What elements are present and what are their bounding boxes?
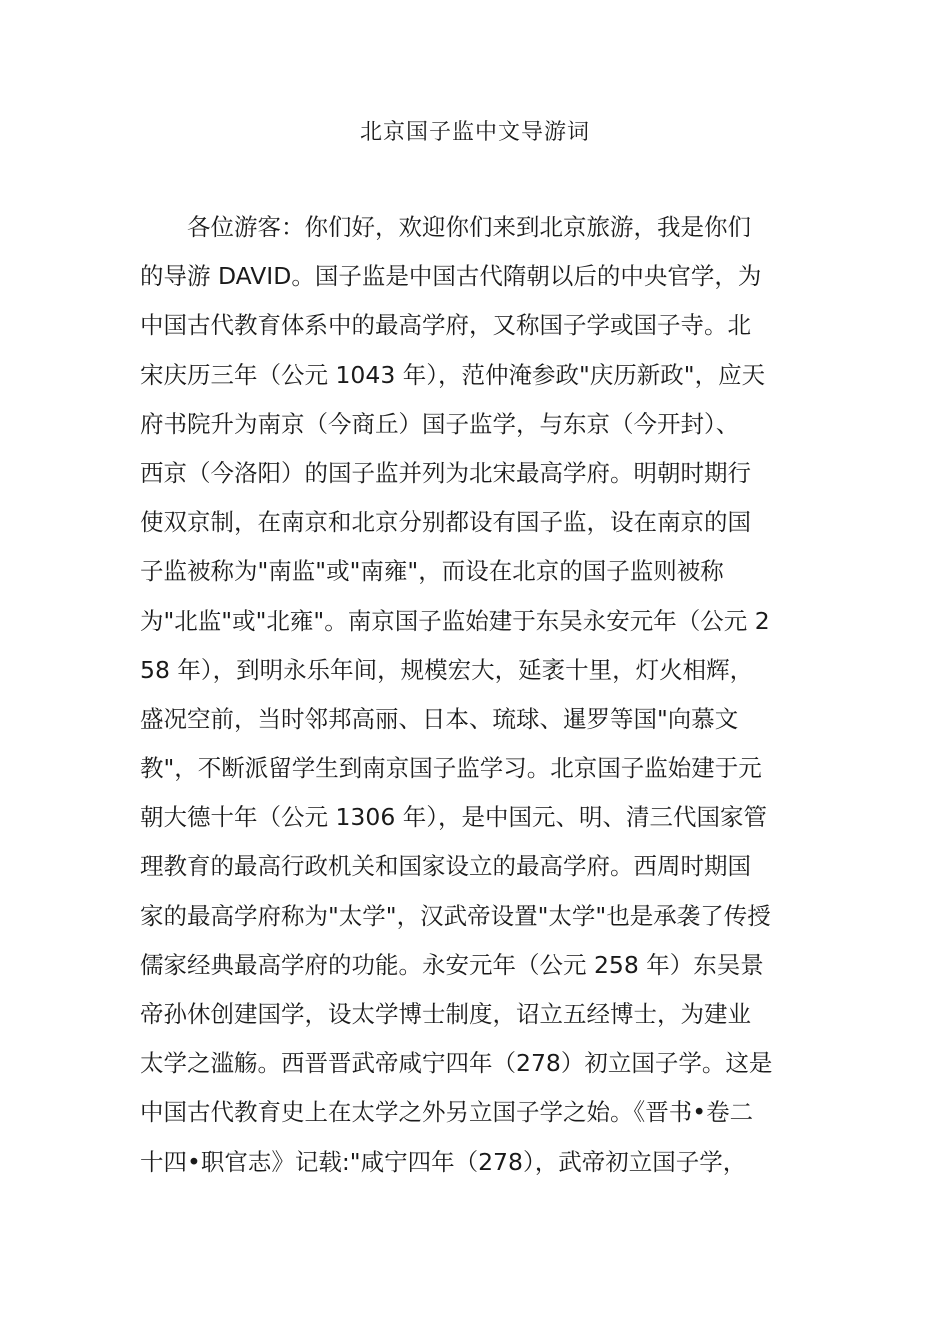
paragraph-line: 家的最高学府称为"太学"，汉武帝设置"太学"也是承袭了传授 (140, 901, 771, 930)
paragraph-line: 儒家经典最高学府的功能。永安元年（公元 258 年）东吴景 (140, 950, 764, 979)
paragraph-line: 中国古代教育体系中的最高学府，又称国子学或国子寺。北 (140, 311, 751, 340)
paragraph-line: 使双京制，在南京和北京分别都设有国子监，设在南京的国 (140, 508, 751, 537)
paragraph-line: 理教育的最高行政机关和国家设立的最高学府。西周时期国 (140, 852, 751, 881)
paragraph-line: 58 年），到明永乐年间，规模宏大，延袤十里，灯火相辉， (140, 655, 754, 684)
document-title: 北京国子监中文导游词 (359, 120, 590, 145)
paragraph-line: 为"北监"或"北雍"。南京国子监始建于东吴永安元年（公元 2 (140, 606, 770, 635)
paragraph-line: 十四•职官志》记载:"咸宁四年（278），武帝初立国子学， (140, 1147, 747, 1176)
paragraph-line: 的导游 DAVID。国子监是中国古代隋朝以后的中央官学，为 (140, 262, 762, 291)
paragraph-line: 各位游客：你们好，欢迎你们来到北京旅游，我是你们 (187, 213, 751, 241)
paragraph-line: 宋庆历三年（公元 1043 年），范仲淹参政"庆历新政"，应天 (140, 360, 766, 389)
paragraph-line: 子监被称为"南监"或"南雍"，而设在北京的国子监则被称 (140, 557, 724, 586)
paragraph-line: 西京（今洛阳）的国子监并列为北宋最高学府。明朝时期行 (140, 458, 751, 487)
paragraph-line: 帝孙休创建国学，设太学博士制度，诏立五经博士，为建业 (140, 1000, 751, 1028)
document-body (140, 203, 830, 1187)
paragraph-line: 朝大德十年（公元 1306 年），是中国元、明、清三代国家管 (140, 803, 767, 832)
paragraph-line: 府书院升为南京（今商丘）国子监学，与东京（今开封）、 (140, 409, 740, 438)
paragraph-line: 中国古代教育史上在太学之外另立国子学之始。《晋书•卷二 (140, 1098, 754, 1127)
paragraph-line: 教"，不断派留学生到南京国子监学习。北京国子监始建于元 (140, 754, 762, 783)
paragraph-line: 太学之滥觞。西晋晋武帝咸宁四年（278）初立国子学。这是 (140, 1049, 773, 1078)
paragraph-line: 盛况空前，当时邻邦高丽、日本、琉球、暹罗等国"向慕文 (140, 704, 739, 733)
